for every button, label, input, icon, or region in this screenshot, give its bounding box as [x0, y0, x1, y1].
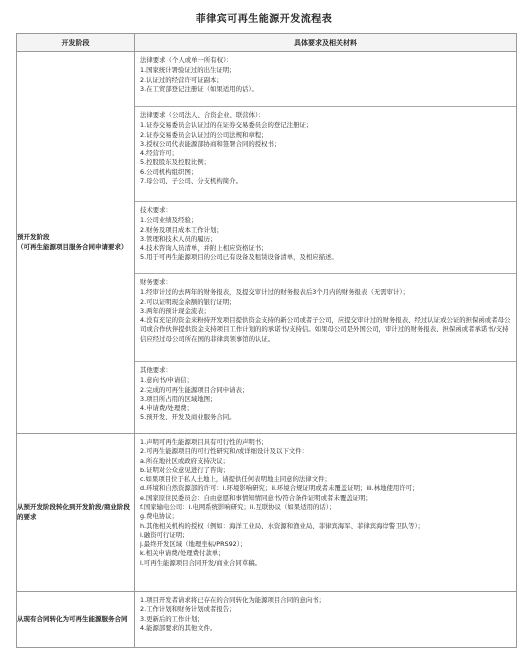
- page-title: 菲律宾可再生能源开发流程表: [195, 14, 333, 25]
- phase-subtitle: （可再生能源项目服务合同申请要求）: [17, 242, 128, 251]
- phase-title: 预开发阶段: [17, 233, 50, 242]
- list-item: 4.申请费/处理费；: [140, 404, 193, 413]
- block-heading: 法律要求（个人或单一所有权）：: [140, 56, 233, 64]
- list-item: g.费电协议；: [140, 512, 179, 521]
- list-item: l.可再生能源项目合同开发/商业合同草稿。: [140, 558, 261, 567]
- materials-cell-conversion: [135, 592, 517, 648]
- table-header-row: [17, 34, 517, 52]
- phase-cell-transition: 从预开发阶段转化到开发阶段/商业阶段的要求: [17, 434, 135, 592]
- table-row-conversion: [17, 592, 517, 648]
- phase-cell-pre-development: [17, 52, 135, 434]
- list-item: 4.技术咨询人员清单，并附上相应资格证书；: [140, 244, 268, 253]
- list-item: d.环境和自然资源部的许可：i.环境影响研究；ii.环境合规证明或者未覆盖证明；iii.林地使用许可；: [140, 484, 419, 493]
- other-requirements-block: [135, 362, 516, 433]
- list-item: 4.没有充足的资金来粉持开发项目提供资金支持的新公司或者子公司，应提交审计过的财务报表、经过认证或公证的担保函或者母公司或合作伙伴提供资金支持项目工作计划的的承诺书/支持信。如果母公司是外国公司，审计过的财务报表、担保函或者承诺书/支持信应经过母公司所在国的菲律宾领事馆的认证。: [140, 316, 511, 343]
- list-item: 2.证券交易委员会认证过的公司法规和章程；: [140, 130, 268, 139]
- header-phase: 开发阶段: [17, 34, 135, 52]
- list-item: k.相关申请费/处理费付款单；: [140, 549, 225, 558]
- table-row-pre-development: [17, 52, 517, 434]
- list-item: i.融资可行证明；: [140, 530, 189, 539]
- list-item: b.证明对公众意见进行了咨询；: [140, 465, 230, 474]
- list-item: 2.工作计划和财务计划或者报告；: [140, 605, 236, 614]
- block-heading: 财务要求：: [140, 278, 172, 286]
- technical-block: [135, 202, 516, 274]
- list-item: 1.经审计过的去两年的财务报表，及提交审计过的财务报表后3个月内的财务报表（无需审计）；: [140, 288, 409, 297]
- list-item: 2.完成的可再生能源项目合同申请表；: [140, 385, 249, 394]
- list-item: 1.证券交易委员会认证过的在证券交易委员会的登记注册证；: [140, 121, 313, 130]
- list-item: e.国家原住民委员会：自由意愿和事情知情同意书/符合条件证明或者未覆盖证明；: [140, 493, 372, 502]
- list-item: 4.经营许可；: [140, 149, 179, 158]
- list-item: 6.公司机构组织图；: [140, 167, 198, 176]
- list-item: 3.授权公司代表能源部协商和签署合同的授权书；: [140, 139, 281, 148]
- header-materials: 具体要求及相关材料: [135, 34, 517, 52]
- list-item: 2.财务及项目成本工作计划；: [140, 225, 223, 234]
- list-item: 5.预开发、开发及商业服务合同。: [140, 413, 236, 422]
- list-item: 1.项目开发者请求将已存在的合同转化为能源项目合同的意向书；: [140, 596, 326, 604]
- list-item: 2.可以证明现金余额的银行证明；: [140, 297, 236, 306]
- list-item: 3.在工贸部登记注册证（如果适用的话）。: [140, 84, 258, 93]
- financial-block: [135, 274, 516, 362]
- list-item: 1.意向书/申请信；: [140, 376, 193, 385]
- list-item: 3.两年的预计现金流表；: [140, 306, 211, 315]
- phase-cell-conversion: 从现有合同转化为可再生能源服务合同: [17, 592, 135, 648]
- list-item: h.其他相关机构的授权（例如：海洋工业局、水资源和渔业局、菲律宾海军、菲律宾海岸警卫队等）；: [140, 521, 425, 530]
- list-item: j.最终开发区域（地理坐标/PRS92）；: [140, 540, 247, 549]
- list-item: 2.可再生能源项目的可行性研究和/或详细设计及以下文件：: [140, 447, 309, 456]
- list-item: 1.国家统计署验证过的出生证明；: [140, 66, 236, 75]
- materials-cell-transition: [135, 434, 517, 592]
- legal-individual-block: [135, 52, 516, 107]
- list-item: 2.认证过的经营许可证副本；: [140, 75, 223, 84]
- list-item: f.国家输电公司：i.电网系统影响研究；ii.互联协议（如果适用的话）；: [140, 502, 336, 511]
- legal-company-block: [135, 107, 516, 202]
- list-item: c.如果项目位于私人土地上，请提供任何表明地主同意的法律文件；: [140, 475, 331, 484]
- list-item: 5.控股股东及控股比例；: [140, 158, 211, 167]
- list-item: 1.声明可再生能源项目具有可行性的声明书；: [140, 438, 268, 446]
- table-row-transition: [17, 434, 517, 592]
- list-item: a.所在地社区或政府支持决议；: [140, 456, 230, 465]
- list-item: 3.项目所占用的区域地图；: [140, 394, 217, 403]
- materials-cell-pre-development: [135, 52, 517, 434]
- block-heading: 其他要求：: [140, 366, 172, 374]
- block-heading: 法律要求（公司法人、合资企业、联营体）：: [140, 111, 265, 119]
- list-item: 1.公司业绩及经验；: [140, 216, 198, 225]
- list-item: 7.母公司、子公司、分支机构简介。: [140, 176, 242, 185]
- conversion-requirements-block: [135, 592, 516, 647]
- list-item: 5.用于可再生能源项目的公司已有设备及租赁设备清单，及相应描述。: [140, 253, 338, 262]
- list-item: 3.管理和技术人员的履历；: [140, 234, 217, 243]
- list-item: 4.能源部要求的其他文件。: [140, 623, 217, 632]
- block-heading: 技术要求：: [140, 206, 172, 214]
- list-item: 3.更新后的工作计划；: [140, 614, 204, 623]
- transition-requirements-block: [135, 434, 516, 591]
- process-table: [16, 33, 517, 648]
